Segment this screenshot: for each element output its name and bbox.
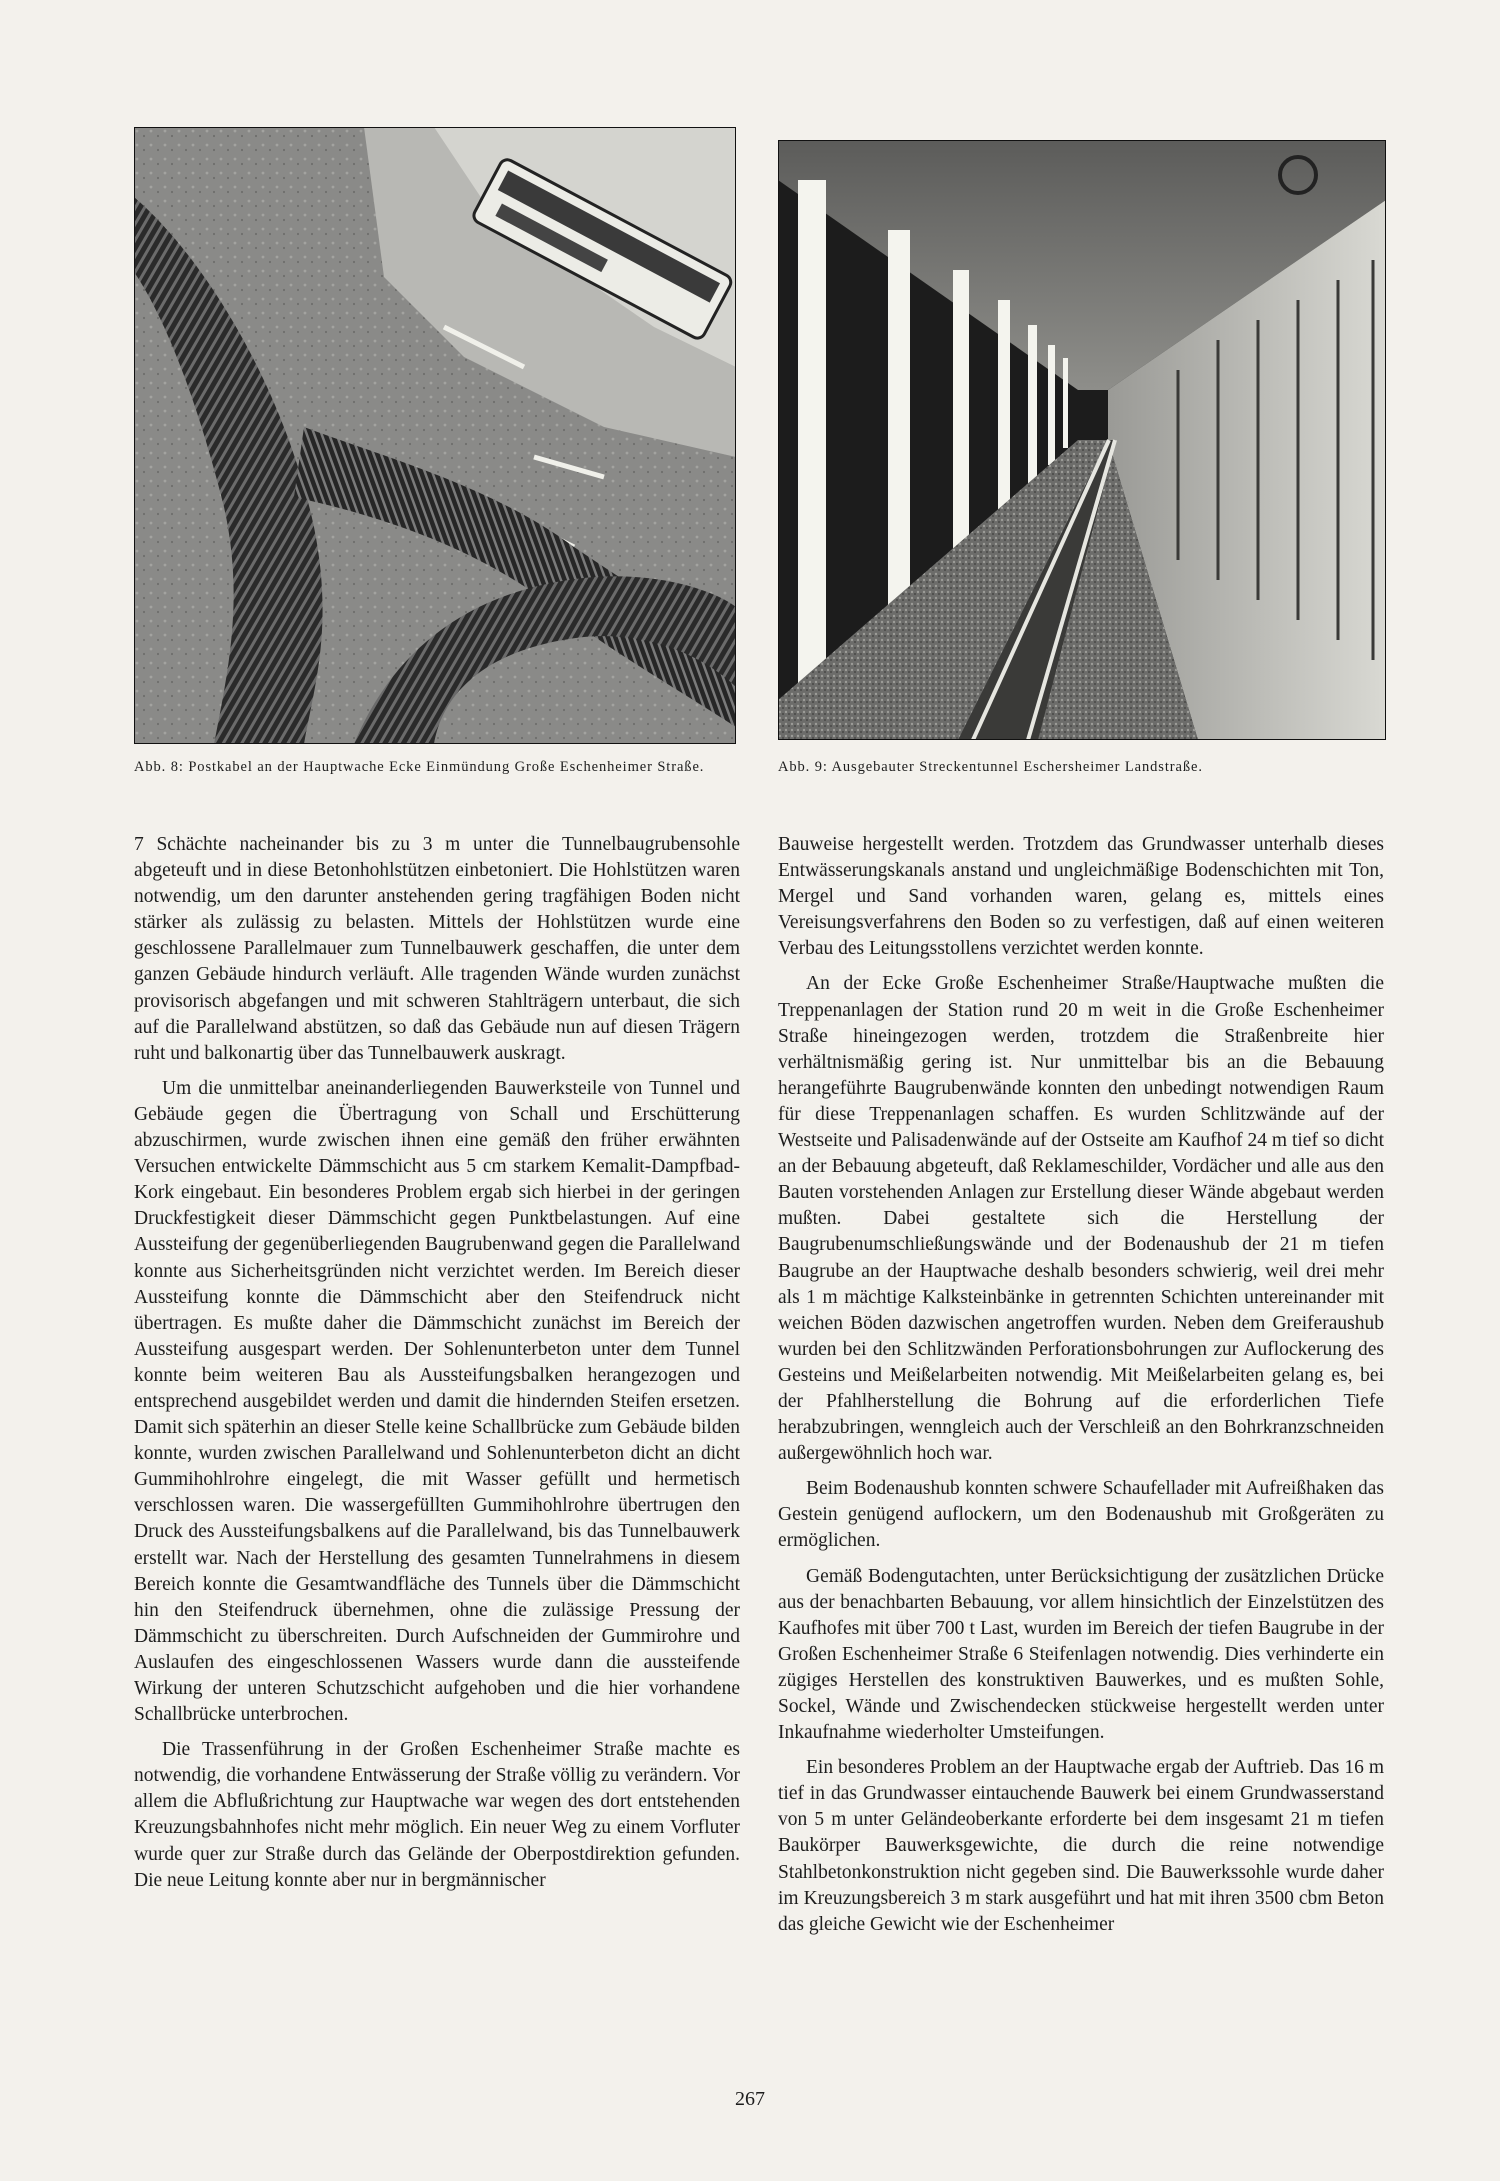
text-column-right	[778, 832, 1384, 1947]
paragraph: Bauweise hergestellt werden. Trotzdem das Grundwasser unterhalb dieses Entwässerungskanals anstand und ungleichmäßige Bodenschichten mit Ton, Mergel und Sand vorhanden waren, gelang es, mittels eines Vereisungsverfahrens den Boden so zu verfestigen, daß auf einen weiteren Verbau des Leitungsstollens verzichtet werden konnte.	[778, 834, 1384, 960]
paragraph: Die Trassenführung in der Großen Eschenheimer Straße machte es notwendig, die vorhandene Entwässerung der Straße völlig zu verändern. Vor allem die Abflußrichtung zur Hauptwache war wegen des dort entstehenden Kreuzungsbahnhofes nicht mehr möglich. Ein neuer Weg zu einem Vorfluter wurde quer zur Straße durch das Gelände der Oberpostdirektion gefunden. Die neue Leitung konnte aber nur in bergmännischer	[134, 1739, 740, 1891]
paragraph: Um die unmittelbar aneinanderliegenden Bauwerksteile von Tunnel und Gebäude gegen die Übertragung von Schall und Erschütterung abzuschirmen, wurde zwischen ihnen eine gemäß den früher erwähnten Versuchen entwickelte Dämmschicht aus 5 cm starkem Kemalit-Dampfbad-Kork eingebaut. Ein besonderes Problem ergab sich hierbei in der geringen Druckfestigkeit dieser Dämmschicht gegen Punktbelastungen. Auf eine Aussteifung der gegenüberliegenden Baugrubenwand gegen die Parallelwand konnte aus Sicherheitsgründen nicht verzichtet werden. Im Bereich dieser Aussteifung konnte die Dämmschicht aber den Steifendruck nicht übertragen. Es mußte daher die Dämmschicht zunächst im Bereich der Aussteifung ausgespart werden. Der Sohlenunterbeton unter dem Tunnel konnte beim weiteren Bau als Aussteifungsbalken herangezogen und entsprechend ausgebildet werden und damit die hindernden Steifen ersetzen. Damit sich späterhin an dieser Stelle keine Schallbrücke zum Gebäude bilden konnte, wurden zwischen Parallelwand und Sohlenunterbeton dicht an dicht Gummihohlrohre eingelegt, die mit Wasser gefüllt und hermetisch verschlossen waren. Die wassergefüllten Gummihohlrohre übertrugen den Druck des Aussteifungsbalkens auf die Parallelwand, bis das Tunnelbauwerk erstellt war. Nach der Herstellung des gesamten Tunnelrahmens in diesem Bereich konnte die Gesamtwandfläche des Tunnels über die Dämmschicht hin den Steifendruck übernehmen, ohne die zulässige Pressung der Dämmschicht zu überschreiten. Durch Aufschneiden der Gummirohre und Auslaufen des eingeschlossenen Wassers wurde dann die aussteifende Wirkung der unteren Schutzschicht aufgehoben und die hier vorhandene Schallbrücke unterbrochen.	[134, 1077, 740, 1726]
paragraph: Gemäß Bodengutachten, unter Berücksichtigung der zusätzlichen Drücke aus der benachbarten Bebauung, vor allem hinsichtlich der Einzelstützen des Kaufhofes mit über 700 t Last, wurden im Bereich der tiefen Baugrube in der Großen Eschenheimer Straße 6 Steifenlagen notwendig. Dies verhinderte ein zügiges Herstellen des konstruktiven Bauwerkes, und es mußten Sohle, Sockel, Wände und Zwischendecken stückweise hergestellt werden unter Inkaufnahme wiederholter Umsteifungen.	[778, 1565, 1384, 1744]
paragraph: 7 Schächte nacheinander bis zu 3 m unter die Tunnelbaugrubensohle abgeteuft und in diese Betonhohlstützen einbetoniert. Die Hohlstützen waren notwendig, um den darunter anstehenden gering tragfähigen Boden nicht stärker als zulässig zu belasten. Mittels der Hohlstützen wurde eine geschlossene Parallelmauer zum Tunnelbauwerk geschaffen, die unter dem ganzen Gebäude hindurch verläuft. Alle tragenden Wände wurden zunächst provisorisch abgefangen und mit schweren Stahlträgern unterbaut, die sich auf die Parallelwand abstützen, so daß das Gebäude nun auf diesen Trägern ruht und balkonartig über das Tunnelbauwerk auskragt.	[134, 834, 740, 1064]
cable-photo-illustration	[134, 127, 736, 744]
text-column-left	[134, 832, 740, 1903]
paragraph: Ein besonderes Problem an der Hauptwache ergab der Auftrieb. Das 16 m tief in das Grundwasser eintauchende Bauwerk bei einem Grundwasserstand von 5 m unter Geländeoberkante erforderte bei dem insgesamt 21 m tiefen Baukörper Bauwerksgewichte, die durch die reine notwendige Stahlbetonkonstruktion nicht gegeben sind. Die Bauwerkssohle wurde daher im Kreuzungsbereich 3 m stark ausgeführt und hat mit ihren 3500 cbm Beton das gleiche Gewicht wie der Eschenheimer	[778, 1757, 1384, 1935]
page-number: 267	[735, 2088, 765, 2110]
tunnel-photo-illustration	[778, 140, 1386, 740]
figure-9-photo	[778, 140, 1386, 740]
paragraph: An der Ecke Große Eschenheimer Straße/Hauptwache mußten die Treppenanlagen der Station rund 20 m weit in die Große Eschenheimer Straße hineingezogen werden, trotzdem die Straßenbreite hier verhältnismäßig gering ist. Nur unmittelbar bis an die Bebauung herangeführte Baugrubenwände konnten den unbedingt notwendigen Raum für diese Treppenanlagen schaffen. Es wurden Schlitzwände auf der Westseite und Palisadenwände auf der Ostseite am Kaufhof 24 m tief so dicht an der Bebauung abgeteuft, daß Reklameschilder, Vordächer und alle aus den Bauten vorstehenden Anlagen zur Erstellung dieser Wände abgebaut werden mußten. Dabei gestaltete sich die Herstellung der Baugrubenumschließungswände und der Bodenaushub der 21 m tiefen Baugrube an der Hauptwache deshalb besonders schwierig, weil drei mehr als 1 m mächtige Kalksteinbänke in getrennten Schichten untereinander mit weichen Böden dazwischen angetroffen wurden. Neben dem Greiferaushub wurden bei den Schlitzwänden Perforationsbohrungen zur Auflockerung des Gesteins und Meißelarbeiten notwendig. Mit Meißelarbeiten gelang es, bei der Pfahlherstellung die Bohrung auf die erforderlichen Tiefe herabzubringen, wenngleich auch der Verschleiß an den Bohrkranzschneiden außergewöhnlich hoch war.	[778, 973, 1385, 1465]
paragraph: Beim Bodenaushub konnten schwere Schaufellader mit Aufreißhaken das Gestein genügend auflockern, um den Bodenaushub mit Großgeräten zu ermöglichen.	[778, 1478, 1384, 1552]
figure-9-caption: Abb. 9: Ausgebauter Streckentunnel Eschersheimer Landstraße.	[778, 759, 1203, 775]
figure-8-photo	[134, 127, 736, 744]
figure-8-caption: Abb. 8: Postkabel an der Hauptwache Ecke Einmündung Große Eschenheimer Straße.	[134, 759, 705, 775]
